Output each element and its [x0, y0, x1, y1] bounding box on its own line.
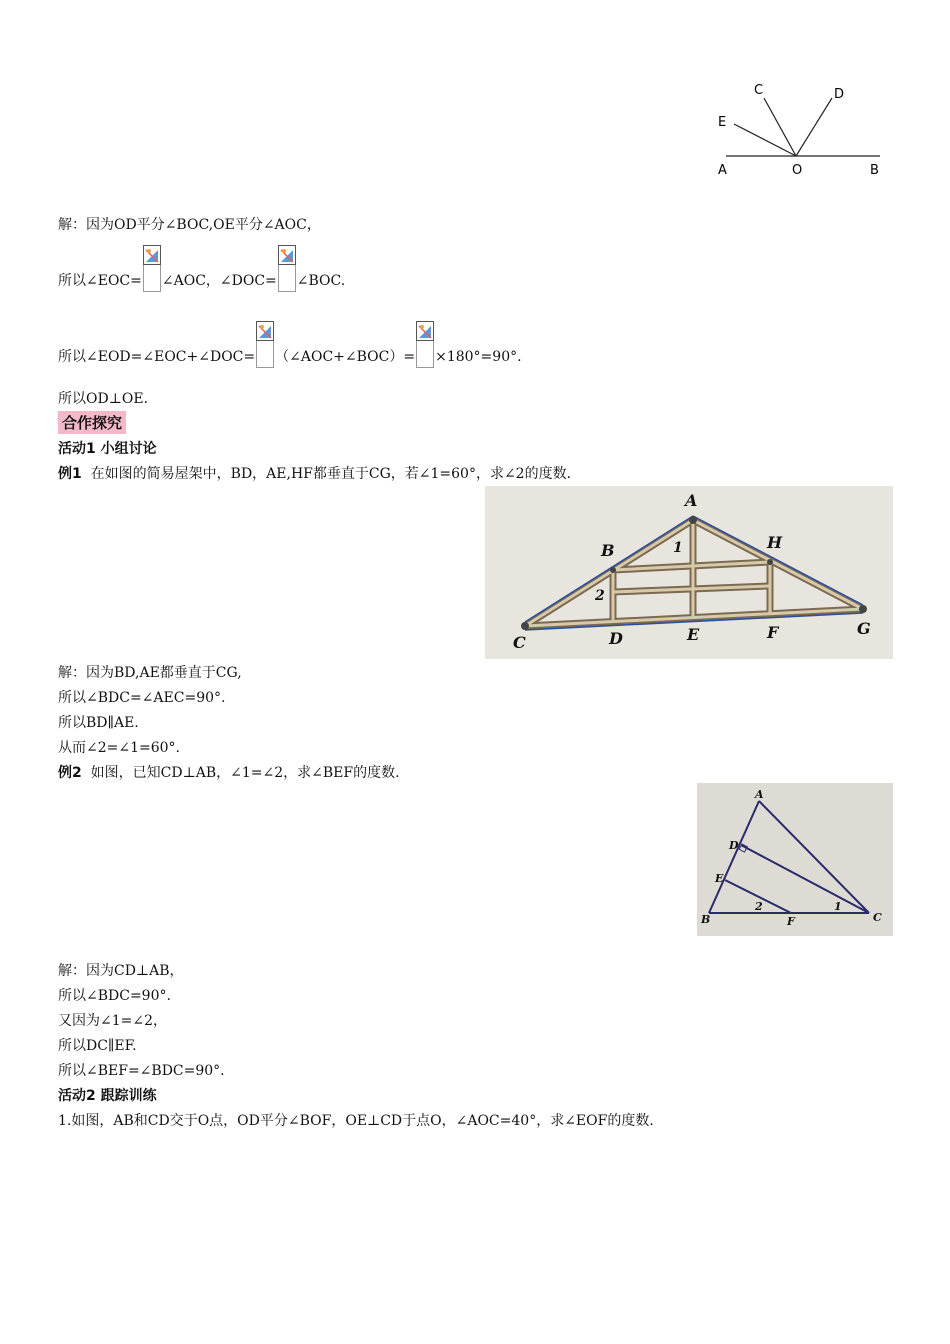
fraction-placeholder [278, 264, 296, 292]
example1-label: 例1 [58, 466, 82, 482]
fraction-placeholder [256, 340, 274, 368]
label-F: F [787, 915, 795, 928]
label-H: H [767, 533, 783, 552]
example2-label: 例2 [58, 765, 82, 781]
label-D: D [834, 87, 845, 102]
example1-solution-line4: 从而∠2=∠1=60°. [58, 740, 181, 756]
label-B: B [601, 541, 615, 560]
label-A: A [718, 163, 727, 178]
solution1-line2: 所以∠EOC= ∠AOC，∠DOC= ∠BOC. [58, 264, 345, 292]
example2-solution-line2: 所以∠BDC=90°. [58, 988, 171, 1004]
angle-1-label: 1 [834, 900, 842, 913]
example2-question: 例2 如图，已知CD⊥AB，∠1=∠2，求∠BEF的度数. [58, 765, 400, 781]
label-E: E [718, 115, 727, 130]
fraction-placeholder [416, 340, 434, 368]
label-B: B [701, 913, 711, 926]
example1-solution-line3: 所以BD∥AE. [58, 715, 139, 731]
label-E: E [715, 872, 724, 885]
label-F: F [767, 623, 779, 642]
exercise1-question: 1.如图，AB和CD交于O点，OD平分∠BOF，OE⊥CD于点O，∠AOC=40°，求∠EOF的度数. [58, 1113, 654, 1129]
example1-solution-line2: 所以∠BDC=∠AEC=90°. [58, 690, 226, 706]
solution1-line1: 解：因为OD平分∠BOC,OE平分∠AOC， [58, 217, 321, 233]
example2-solution-line5: 所以∠BEF=∠BDC=90°. [58, 1063, 225, 1079]
fraction-placeholder [143, 264, 161, 292]
label-G: G [857, 619, 871, 638]
label-B: B [870, 163, 879, 178]
example1-solution-line1: 解：因为BD,AE都垂直于CG, [58, 665, 242, 681]
angle-figure [710, 80, 890, 180]
example2-solution-line4: 所以DC∥EF. [58, 1038, 137, 1054]
angle-1-label: 1 [673, 540, 683, 556]
example1-question: 例1 在如图的简易屋架中，BD，AE,HF都垂直于CG，若∠1=60°，求∠2的度数. [58, 466, 572, 482]
activity1-title: 活动1 小组讨论 [58, 441, 157, 457]
angle-2-label: 2 [755, 900, 763, 913]
label-C: C [754, 83, 764, 98]
solution1-line4: 所以OD⊥OE. [58, 391, 149, 407]
section-title: 合作探究 [58, 411, 126, 434]
label-D: D [729, 839, 739, 852]
roof-truss-figure [485, 486, 893, 659]
broken-image-icon [143, 245, 161, 265]
solution1-line3: 所以∠EOD=∠EOC+∠DOC= （∠AOC+∠BOC）= ×180°=90°. [58, 340, 522, 368]
label-C: C [873, 911, 882, 924]
triangle-figure [697, 783, 893, 936]
example2-solution-line1: 解：因为CD⊥AB， [58, 963, 184, 979]
broken-image-icon [416, 321, 434, 341]
label-O: O [792, 163, 803, 178]
label-C: C [513, 633, 526, 652]
label-D: D [609, 629, 623, 648]
broken-image-icon [278, 245, 296, 265]
activity2-title: 活动2 跟踪训练 [58, 1088, 157, 1104]
label-A: A [685, 491, 698, 510]
angle-2-label: 2 [595, 588, 605, 604]
label-E: E [687, 625, 700, 644]
broken-image-icon [256, 321, 274, 341]
example2-solution-line3: 又因为∠1=∠2， [58, 1013, 168, 1029]
label-A: A [755, 788, 764, 801]
